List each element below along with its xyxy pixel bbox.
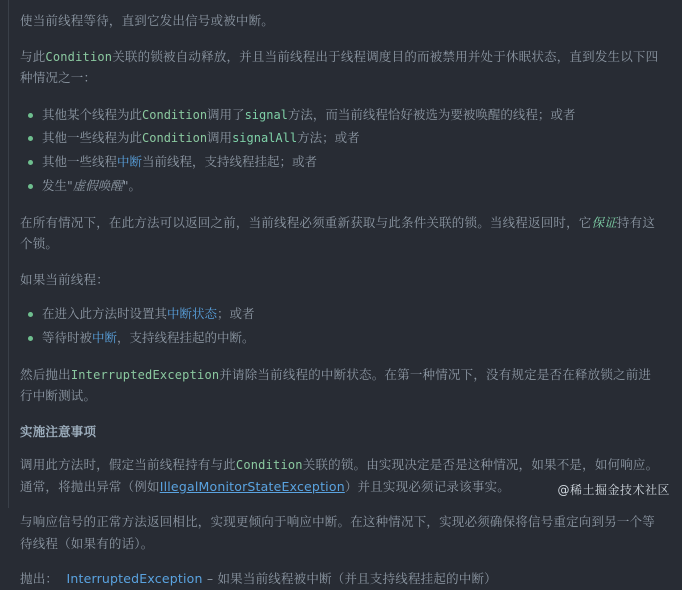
text-segment: 调用此方法时，假定当前线程持有与此: [20, 457, 236, 473]
text-segment: 然后抛出: [20, 366, 71, 382]
text-segment: 与此: [20, 48, 46, 64]
paragraph-lock-reacquire: [20, 212, 662, 255]
link-interrupted-exception[interactable]: InterruptedException: [66, 571, 203, 587]
text-segment: 如果当前线程：: [20, 271, 109, 287]
link-illegal-monitor-state-exception[interactable]: IllegalMonitorStateException: [159, 478, 345, 494]
text-segment: 其他一些线程为此: [42, 130, 143, 146]
list-item: [40, 326, 662, 350]
text-segment: 当前线程，支持线程挂起；或者: [142, 154, 318, 170]
list-wakeup-conditions: [20, 103, 662, 198]
throws-dash: –: [206, 571, 214, 587]
code-condition: Condition: [142, 131, 208, 146]
code-condition: Condition: [142, 107, 208, 122]
throws-description: 如果当前线程被中断（并且支持线程挂起的中断）: [217, 571, 497, 587]
text-segment: 关联的锁。由实现决定是否是这种情况，如果不是，如何响应。通常，将抛出异常（例如: [20, 457, 659, 494]
text-segment: ，支持线程挂起的中断。: [117, 329, 255, 345]
paragraph-intro-text: 使当前线程等待，直到它发出信号或被中断。: [20, 13, 275, 28]
throws-section: [20, 568, 662, 590]
code-signalall: signalAll: [232, 131, 298, 146]
text-segment: "。: [122, 177, 142, 193]
link-interrupt-status[interactable]: 中断状态: [167, 306, 218, 322]
list-item: [40, 103, 662, 127]
paragraph-intro: [20, 10, 662, 32]
text-segment: 在所有情况下，在此方法可以返回之前，当前线程必须重新获取与此条件关联的锁。当线程返回时，它: [20, 214, 592, 230]
list-item: [40, 126, 662, 150]
text-segment: ）并且实现必须记录该事实。: [344, 478, 510, 494]
code-condition: Condition: [235, 458, 303, 473]
watermark: @稀土掘金技术社区: [557, 483, 670, 497]
text-segment: 其他某个线程为此: [42, 106, 143, 122]
text-segment: 方法；或者: [297, 130, 360, 146]
code-condition: Condition: [45, 49, 113, 64]
throws-label: 抛出：: [20, 571, 59, 587]
text-segment: ；或者: [217, 306, 255, 322]
text-segment: 持有这个锁。: [20, 214, 656, 252]
list-item: [40, 302, 662, 326]
paragraph-if-current-thread: [20, 269, 662, 291]
list-item: [40, 174, 662, 198]
paragraph-implementation-note-2: [20, 511, 662, 554]
text-segment: 在进入此方法时设置其: [42, 306, 168, 322]
emphasis-spurious-wakeup: 虚假唤醒: [72, 177, 123, 193]
text-segment: 调用了: [207, 106, 245, 122]
code-signal: signal: [244, 107, 288, 122]
text-segment: 关联的锁被自动释放，并且当前线程出于线程调度目的而被禁用并处于休眠状态，直到发生以下四种情况之一：: [20, 48, 659, 86]
section-title-implementation-notes: 实施注意事项: [20, 423, 97, 439]
text-segment: 发生": [42, 177, 73, 193]
text-segment: 等待时被: [42, 329, 93, 345]
emphasis-guarantee: 保证: [591, 214, 617, 230]
text-segment: 调用: [207, 130, 233, 146]
left-margin-rule: [8, 0, 9, 508]
link-interrupt[interactable]: 中断: [92, 329, 118, 345]
link-interrupt[interactable]: 中断: [117, 154, 143, 170]
text-segment: 方法，而当前线程恰好被选为要被唤醒的线程；或者: [287, 106, 576, 122]
code-interrupted-exception: InterruptedException: [70, 367, 220, 382]
list-item: [40, 150, 662, 174]
paragraph-condition-release: [20, 46, 662, 89]
text-segment: 与响应信号的正常方法返回相比，实现更倾向于响应中断。在这种情况下，实现必须确保将信号重定向到另一个等待线程（如果有的话）。: [20, 514, 656, 551]
paragraph-throws-interrupted: [20, 364, 662, 407]
text-segment: 其他一些线程: [42, 154, 118, 170]
list-interrupt-conditions: [20, 302, 662, 350]
text-segment: 并请除当前线程的中断状态。在第一种情况下，没有规定是否在释放锁之前进行中断测试。: [20, 366, 652, 404]
